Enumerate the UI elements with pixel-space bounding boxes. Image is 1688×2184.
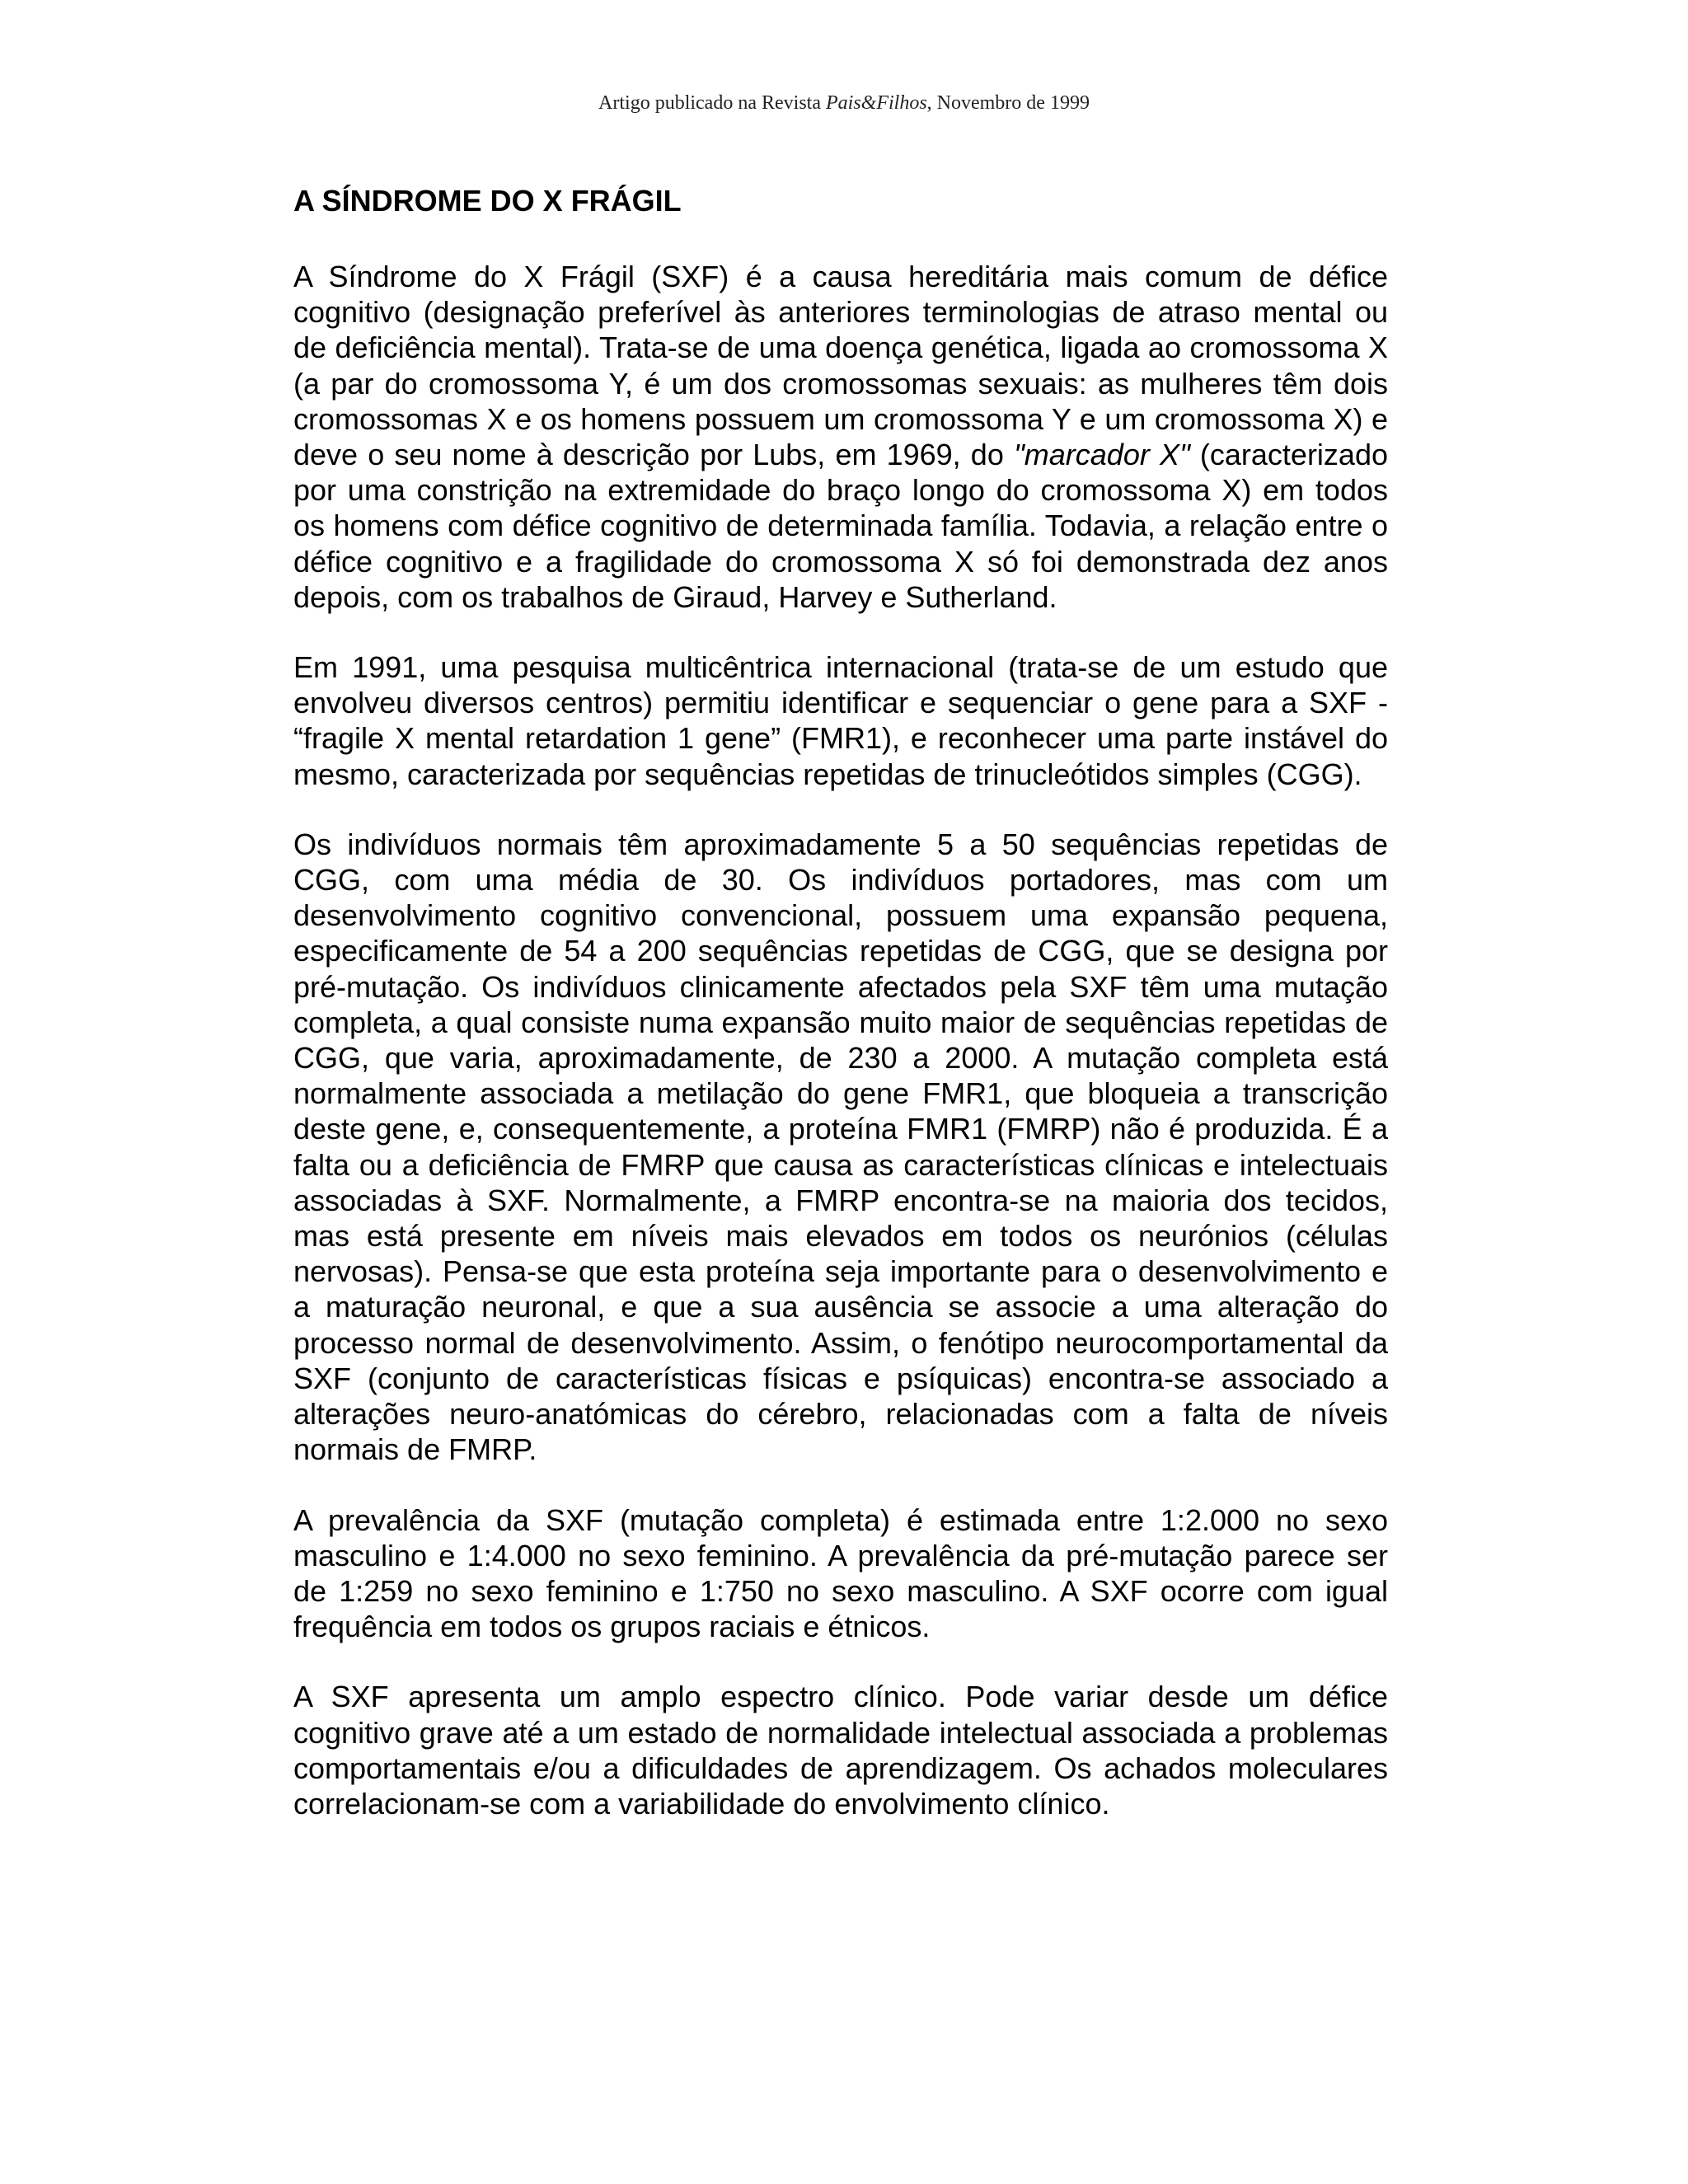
paragraph-1: [293, 259, 1388, 615]
header-suffix: , Novembro de 1999: [926, 92, 1090, 114]
paragraph-4: A prevalência da SXF (mutação completa) é estimada entre 1:2.000 no sexo masculino e 1:4.000 no sexo feminino. A prevalência da pré-mutação parece ser de 1:259 no sexo feminino e 1:750 no sexo masculino. A SXF ocorre com igual frequência em todos os grupos raciais e étnicos.: [293, 1502, 1388, 1644]
paragraph-1-start: A Síndrome do X Frágil (SXF) é a causa hereditária mais comum de défice cognitivo (designação preferível às anteriores terminologias de atraso mental ou de deficiência mental). Trata-se de uma doença genética, ligada ao cromossoma X (a par do cromossoma Y, é um dos cromossomas sexuais: as mulheres têm dois cromossomas X e os homens possuem um cromossoma Y e um cromossoma X) e deve o seu nome à descrição por Lubs, em 1969, do: [293, 260, 1388, 472]
article-body: [293, 183, 1388, 1856]
paragraph-1-end: (caracterizado por uma constrição na extremidade do braço longo do cromossoma X) em todos os homens com défice cognitivo de determinada família. Todavia, a relação entre o défice cognitivo e a fragilidade do cromossoma X só foi demonstrada dez anos depois, com os trabalhos de Giraud, Harvey e Sutherland.: [293, 438, 1388, 614]
header-prefix: Artigo publicado na Revista: [598, 92, 826, 114]
paragraph-3: Os indivíduos normais têm aproximadamente 5 a 50 sequências repetidas de CGG, com uma média de 30. Os indivíduos portadores, mas com um desenvolvimento cognitivo convencional, possuem uma expansão pequena, especificamente de 54 a 200 sequências repetidas de CGG, que se designa por pré-mutação. Os indivíduos clinicamente afectados pela SXF têm uma mutação completa, a qual consiste numa expansão muito maior de sequências repetidas de CGG, que varia, aproximadamente, de 230 a 2000. A mutação completa está normalmente associada a metilação do gene FMR1, que bloqueia a transcrição deste gene, e, consequentemente, a proteína FMR1 (FMRP) não é produzida. É a falta ou a deficiência de FMRP que causa as características clínicas e intelectuais associadas à SXF. Normalmente, a FMRP encontra-se na maioria dos tecidos, mas está presente em níveis mais elevados em todos os neurónios (células nervosas). Pensa-se que esta proteína seja importante para o desenvolvimento e a maturação neuronal, e que a sua ausência se associe a uma alteração do processo normal de desenvolvimento. Assim, o fenótipo neurocomportamental da SXF (conjunto de características físicas e psíquicas) encontra-se associado a alterações neuro-anatómicas do cérebro, relacionadas com a falta de níveis normais de FMRP.: [293, 827, 1388, 1467]
header-magazine: Pais&Filhos: [825, 92, 927, 114]
paragraph-1-emphasis: "marcador X": [1014, 438, 1190, 472]
paragraph-5: A SXF apresenta um amplo espectro clínico. Pode variar desde um défice cognitivo grave até a um estado de normalidade intelectual associada a problemas comportamentais e/ou a dificuldades de aprendizagem. Os achados moleculares correlacionam-se com a variabilidade do envolvimento clínico.: [293, 1680, 1388, 1821]
article-title: A SÍNDROME DO X FRÁGIL: [293, 184, 682, 218]
page-header: [0, 92, 1688, 115]
paragraph-2: Em 1991, uma pesquisa multicêntrica internacional (trata-se de um estudo que envolveu diversos centros) permitiu identificar e sequenciar o gene para a SXF - “fragile X mental retardation 1 gene” (FMR1), e reconhecer uma parte instável do mesmo, caracterizada por sequências repetidas de trinucleótidos simples (CGG).: [293, 650, 1388, 791]
